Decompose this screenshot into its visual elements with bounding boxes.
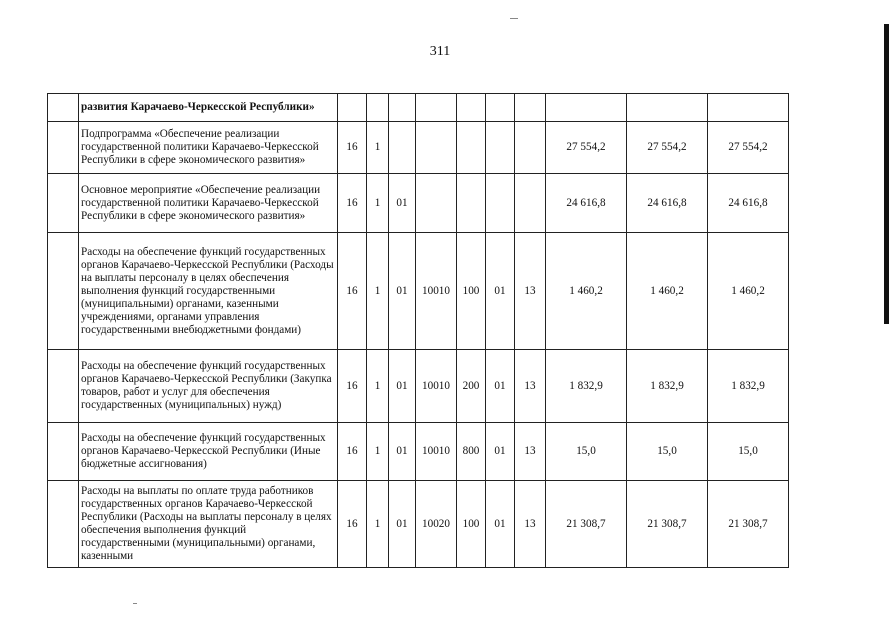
cell-f: 01 — [486, 233, 515, 350]
cell-b: 1 — [367, 174, 389, 233]
cell-d — [416, 94, 457, 122]
cell-e: 100 — [457, 233, 486, 350]
cell-c — [389, 122, 416, 174]
cell-a: 16 — [338, 122, 367, 174]
row-description: Расходы на обеспечение функций государственных органов Карачаево-Черкесской Республики (Закупка товаров, работ и услуг для обеспечения государственных (муниципальных) нужд) — [79, 350, 338, 423]
cell-e — [457, 122, 486, 174]
row-gutter-cell — [48, 174, 79, 233]
row-description: развития Карачаево-Черкесской Республики» — [79, 94, 338, 122]
cell-b: 1 — [367, 481, 389, 568]
row-description: Расходы на выплаты по оплате труда работников государственных органов Карачаево-Черкесской Республики (Расходы на выплаты персоналу в целях обеспечения выполнения функций государственными (муниципальными) органами, казенными — [79, 481, 338, 568]
cell-f: 01 — [486, 423, 515, 481]
cell-v1 — [546, 94, 627, 122]
cell-v3: 24 616,8 — [708, 174, 789, 233]
cell-e — [457, 174, 486, 233]
cell-b — [367, 94, 389, 122]
cell-e: 800 — [457, 423, 486, 481]
cell-d: 10010 — [416, 350, 457, 423]
cell-v3: 21 308,7 — [708, 481, 789, 568]
cell-a: 16 — [338, 174, 367, 233]
cell-g — [515, 122, 546, 174]
row-description: Расходы на обеспечение функций государственных органов Карачаево-Черкесской Республики (Расходы на выплаты персоналу в целях обеспечения выполнения функций государственными (муниципальными) органами, казенными учреждениями, органами управления государственными внебюджетными фондами) — [79, 233, 338, 350]
cell-g — [515, 174, 546, 233]
cell-a: 16 — [338, 481, 367, 568]
scan-speck — [510, 18, 518, 19]
row-gutter-cell — [48, 423, 79, 481]
cell-v2: 1 460,2 — [627, 233, 708, 350]
cell-c: 01 — [389, 350, 416, 423]
cell-v2: 21 308,7 — [627, 481, 708, 568]
cell-a: 16 — [338, 350, 367, 423]
row-gutter-cell — [48, 350, 79, 423]
cell-v1: 15,0 — [546, 423, 627, 481]
cell-g: 13 — [515, 350, 546, 423]
cell-e: 200 — [457, 350, 486, 423]
table-row — [48, 233, 789, 350]
cell-c — [389, 94, 416, 122]
table-row — [48, 122, 789, 174]
cell-v3: 15,0 — [708, 423, 789, 481]
cell-v1: 27 554,2 — [546, 122, 627, 174]
cell-v2: 1 832,9 — [627, 350, 708, 423]
table-row — [48, 350, 789, 423]
budget-table — [47, 93, 789, 568]
cell-b: 1 — [367, 350, 389, 423]
row-gutter-cell — [48, 481, 79, 568]
cell-v1: 24 616,8 — [546, 174, 627, 233]
cell-g: 13 — [515, 423, 546, 481]
row-gutter-cell — [48, 122, 79, 174]
cell-g — [515, 94, 546, 122]
cell-c: 01 — [389, 174, 416, 233]
cell-a: 16 — [338, 423, 367, 481]
cell-f: 01 — [486, 481, 515, 568]
page-number: 311 — [429, 44, 451, 59]
cell-c: 01 — [389, 233, 416, 350]
cell-e — [457, 94, 486, 122]
cell-f — [486, 174, 515, 233]
cell-b: 1 — [367, 233, 389, 350]
row-description: Расходы на обеспечение функций государственных органов Карачаево-Черкесской Республики (Иные бюджетные ассигнования) — [79, 423, 338, 481]
cell-v1: 1 832,9 — [546, 350, 627, 423]
cell-e: 100 — [457, 481, 486, 568]
table-row — [48, 174, 789, 233]
cell-v3: 1 832,9 — [708, 350, 789, 423]
cell-d: 10010 — [416, 233, 457, 350]
row-gutter-cell — [48, 94, 79, 122]
cell-g: 13 — [515, 481, 546, 568]
cell-d: 10020 — [416, 481, 457, 568]
cell-v2: 24 616,8 — [627, 174, 708, 233]
scan-speck — [133, 603, 137, 604]
cell-c: 01 — [389, 423, 416, 481]
cell-a — [338, 94, 367, 122]
scan-edge-mark — [884, 24, 889, 324]
cell-d — [416, 174, 457, 233]
table-row — [48, 481, 789, 568]
cell-v1: 21 308,7 — [546, 481, 627, 568]
cell-g: 13 — [515, 233, 546, 350]
cell-f: 01 — [486, 350, 515, 423]
cell-v2 — [627, 94, 708, 122]
table-row — [48, 94, 789, 122]
cell-v1: 1 460,2 — [546, 233, 627, 350]
cell-b: 1 — [367, 122, 389, 174]
row-description: Основное мероприятие «Обеспечение реализации государственной политики Карачаево-Черкесской Республики в сфере экономического развития» — [79, 174, 338, 233]
cell-a: 16 — [338, 233, 367, 350]
cell-v3 — [708, 94, 789, 122]
cell-c: 01 — [389, 481, 416, 568]
cell-d — [416, 122, 457, 174]
cell-f — [486, 94, 515, 122]
row-description: Подпрограмма «Обеспечение реализации государственной политики Карачаево-Черкесской Республики в сфере экономического развития» — [79, 122, 338, 174]
cell-b: 1 — [367, 423, 389, 481]
table-row — [48, 423, 789, 481]
row-gutter-cell — [48, 233, 79, 350]
cell-v3: 1 460,2 — [708, 233, 789, 350]
cell-v2: 27 554,2 — [627, 122, 708, 174]
cell-v3: 27 554,2 — [708, 122, 789, 174]
cell-d: 10010 — [416, 423, 457, 481]
cell-v2: 15,0 — [627, 423, 708, 481]
cell-f — [486, 122, 515, 174]
